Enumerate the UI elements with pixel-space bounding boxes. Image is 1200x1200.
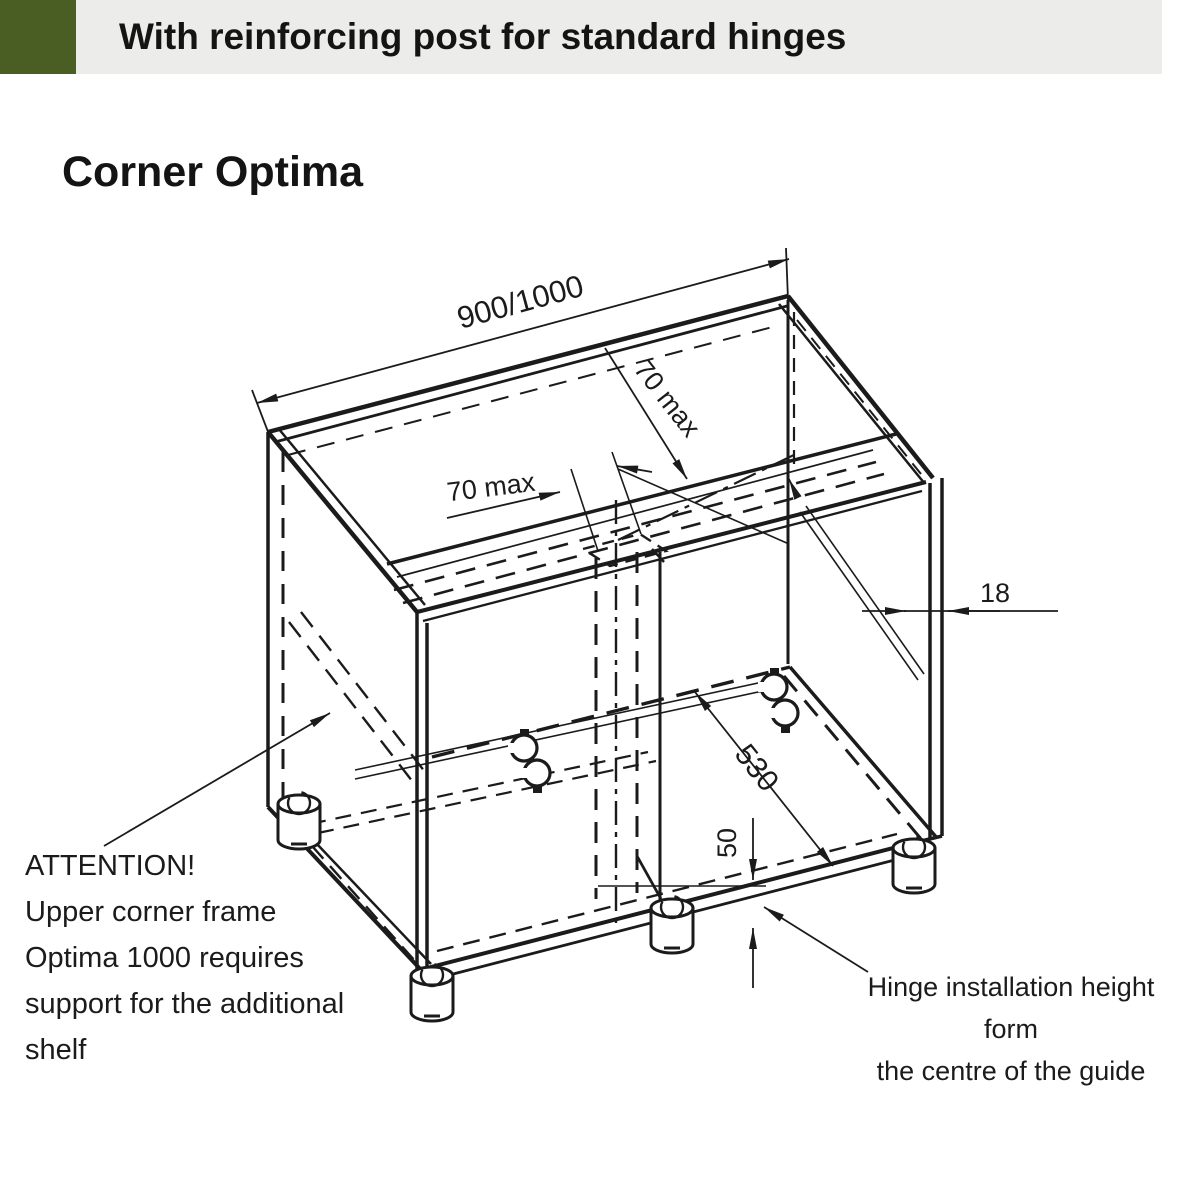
page-title: Corner Optima xyxy=(62,148,364,196)
dim-hinge-height-label: 50 xyxy=(712,827,742,859)
right-side-panel xyxy=(779,296,942,838)
dim-post-front-label: 70 max xyxy=(445,466,537,508)
attention-note-line: Upper corner frame xyxy=(25,896,277,928)
hinge-note xyxy=(858,966,1164,1092)
hinge-cup-pair-right xyxy=(758,668,798,733)
attention-note-line: support for the additional xyxy=(25,988,345,1020)
front-top-rail xyxy=(387,434,926,621)
attention-note xyxy=(25,843,344,1073)
dim-width xyxy=(252,248,789,437)
attention-note-line: ATTENTION! xyxy=(25,850,196,882)
dim-thickness xyxy=(862,578,1058,611)
dim-thickness-label: 18 xyxy=(979,578,1011,608)
dim-post-depth-label: 70 max xyxy=(628,354,707,443)
header-title: With reinforcing post for standard hinges xyxy=(119,16,847,57)
attention-note-line: shelf xyxy=(25,1034,87,1066)
foot-front-right xyxy=(893,836,935,893)
bottom-panel xyxy=(310,667,942,980)
hinge-note-line: the centre of the guide xyxy=(876,1056,1146,1086)
foot-front-left xyxy=(411,964,453,1021)
dim-width-label: 900/1000 xyxy=(453,268,588,336)
hinge-note-line: Hinge installation height form xyxy=(867,972,1155,1044)
hinge-note-leader xyxy=(764,907,868,972)
foot-middle xyxy=(651,896,693,953)
attention-note-line: Optima 1000 requires xyxy=(25,942,304,974)
foot-back-left xyxy=(278,792,320,849)
dim-depth-label: 530 xyxy=(727,738,785,798)
top-back-rail xyxy=(268,296,788,455)
